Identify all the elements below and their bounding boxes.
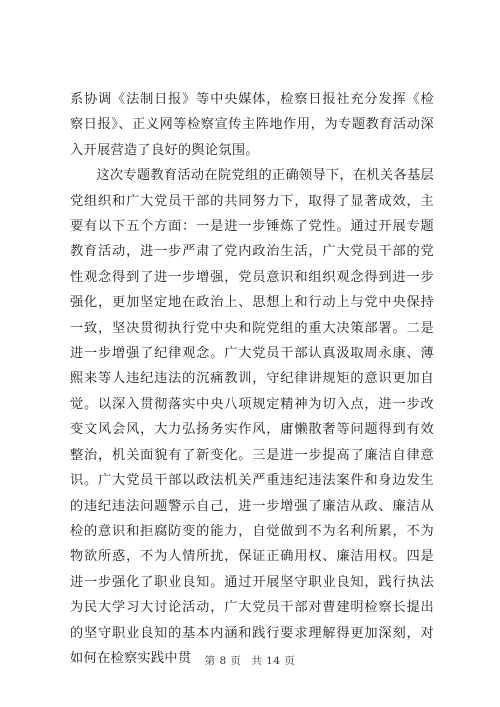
page-footer [0,653,500,668]
document-body [70,87,434,671]
paragraph-continuation: 系协调《法制日报》等中央媒体，检察日报社充分发挥《检察日报》、正义网等检察宣传主阵地作用，为专题教育活动深入开展营造了良好的舆论氛围。 [70,92,434,158]
page-total: 共 14 页 [251,655,296,667]
paragraph-achievements: 这次专题教育活动在院党组的正确领导下，在机关各基层党组织和广大党员干部的共同努力下，取得了显著成效，主要有以下五个方面：一是进一步锤炼了党性。通过开展专题教育活动，进一步严肃了党内政治生活，广大党员干部的党性观念得到了进一步增强，党员意识和组织观念得到进一步强化，更加坚定地在政治上、思想上和行动上与党中央保持一致，坚决贯彻执行党中央和院党组的重大决策部署。二是进一步增强了纪律观念。广大党员干部认真汲取周永康、薄熙来等人违纪违法的沉痛教训，守纪律讲规矩的意识更加自觉。以深入贯彻落实中央八项规定精神为切入点，进一步改变文风会风，大力弘扬务实作风，庸懒散奢等问题得到有效整治，机关面貌有了新变化。三是进一步提高了廉洁自律意识。广大党员干部以政法机关严重违纪违法案件和身边发生的违纪违法问题警示自己，进一步增强了廉洁从政、廉洁从检的意识和拒腐防变的能力，自觉做到不为名利所累，不为物欲所惑，不为人情所扰，保证正确用权、廉洁用权。四是进一步强化了职业良知。通过开展坚守职业良知，践行执法为民大学习大讨论活动，广大党员干部对曹建明检察长提出的坚守职业良知的基本内涵和践行要求理解得更加深刻，对如何在检察实践中贯 [70,168,434,666]
page-number: 第 8 页 [204,655,242,667]
